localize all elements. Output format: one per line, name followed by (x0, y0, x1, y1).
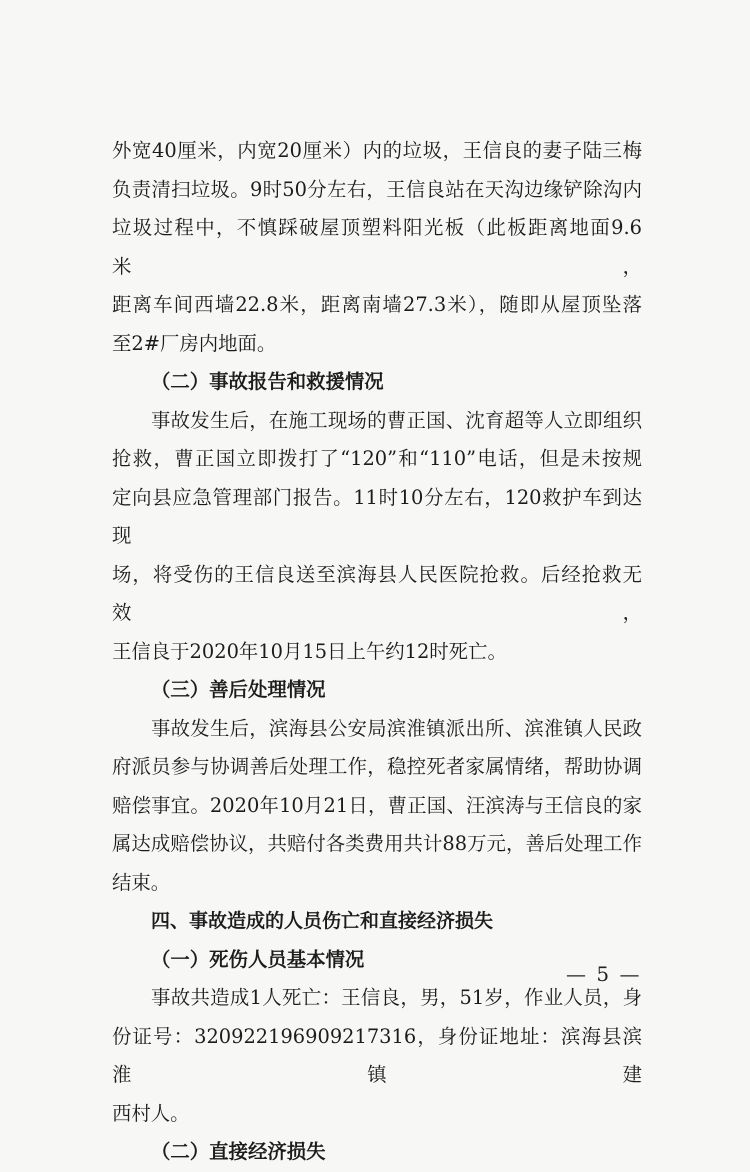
paragraph-aftermath (112, 710, 642, 903)
text-line: 事故发生后，滨海县公安局滨淮镇派出所、滨淮镇人民政 (151, 716, 642, 740)
text-line: 负责清扫垃圾。9时50分左右，王信良站在天沟边缘铲除沟内 (112, 177, 642, 201)
text-line: 定向县应急管理部门报告。11时10分左右，120救护车到达现 (112, 485, 642, 547)
text-line: 西村人。 (112, 1101, 190, 1125)
text-line: 垃圾过程中，不慎踩破屋顶塑料阳光板（此板距离地面9.6米， (112, 216, 642, 278)
section-heading-casualty-info: （一）死伤人员基本情况 (151, 947, 365, 971)
text-line: 府派员参与协调善后处理工作，稳控死者家属情绪，帮助协调 (112, 755, 642, 778)
paragraph-report-rescue (112, 402, 642, 672)
text-line: 抢救，曹正国立即拨打了“120”和“110”电话，但是未按规 (112, 447, 642, 470)
text-line: 距离车间西墙22.8米，距离南墙27.3米），随即从屋顶坠落 (112, 293, 642, 316)
text-line: 至2#厂房内地面。 (112, 331, 277, 355)
section-heading-report-rescue: （二）事故报告和救援情况 (151, 370, 384, 393)
text-line: 事故发生后，在施工现场的曹正国、沈育超等人立即组织 (151, 408, 642, 432)
text-line: 事故共造成1人死亡：王信良，男，51岁，作业人员，身 (151, 986, 642, 1009)
text-line: 场，将受伤的王信良送至滨海县人民医院抢救。后经抢救无效， (112, 562, 642, 624)
text-line: 份证号：320922196909217316，身份证地址：滨海县滨淮镇建 (112, 1024, 642, 1086)
text-line: 赔偿事宜。2020年10月21日，曹正国、汪滨涛与王信良的家 (112, 793, 642, 817)
paragraph-casualty-info (112, 979, 642, 1133)
text-line: 结束。 (112, 870, 171, 894)
page-number: — 5 — (566, 962, 642, 986)
section-heading-direct-loss: （二）直接经济损失 (151, 1140, 326, 1163)
chapter-heading-casualties-losses: 四、事故造成的人员伤亡和直接经济损失 (151, 910, 494, 932)
section-heading-aftermath: （三）善后处理情况 (151, 678, 326, 701)
text-line: 外宽40厘米，内宽20厘米）内的垃圾，王信良的妻子陆三梅 (112, 139, 642, 162)
document-body (112, 132, 642, 1172)
text-line: 王信良于2020年10月15日上午约12时死亡。 (112, 639, 507, 663)
text-line: 属达成赔偿协议，共赔付各类费用共计88万元，善后处理工作 (112, 832, 642, 855)
paragraph-continuation (112, 132, 642, 363)
